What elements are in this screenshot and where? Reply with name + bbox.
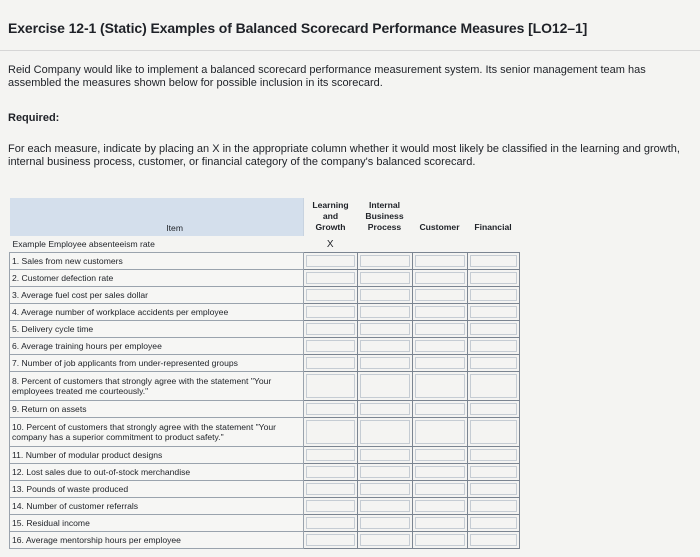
answer-cell-internal[interactable] (357, 401, 412, 418)
table-row (10, 287, 520, 304)
answer-input-box[interactable] (470, 466, 517, 478)
answer-cell-financial[interactable] (467, 304, 519, 321)
answer-cell-learning[interactable] (304, 401, 358, 418)
answer-cell-customer[interactable] (412, 532, 467, 549)
answer-cell-financial[interactable] (467, 253, 519, 270)
answer-input-box[interactable] (306, 374, 355, 398)
answer-cell-internal[interactable] (357, 532, 412, 549)
answer-cell-financial[interactable] (467, 401, 519, 418)
answer-cell-financial[interactable] (467, 481, 519, 498)
required-label: Required: (8, 112, 60, 124)
measure-label: 5. Delivery cycle time (10, 321, 304, 338)
answer-input-box[interactable] (306, 500, 355, 512)
answer-input-box[interactable] (470, 255, 517, 267)
measure-label: 16. Average mentorship hours per employee (10, 532, 304, 549)
answer-cell-internal[interactable] (357, 464, 412, 481)
answer-input-box[interactable] (360, 340, 410, 352)
answer-input-box[interactable] (360, 272, 410, 284)
table-row (10, 321, 520, 338)
example-mark-learning: X (304, 236, 358, 253)
table-body (10, 236, 520, 549)
answer-input-box[interactable] (306, 449, 355, 461)
answer-cell-financial[interactable] (467, 418, 519, 447)
answer-cell-customer[interactable] (412, 355, 467, 372)
measure-label: 11. Number of modular product designs (10, 447, 304, 464)
answer-input-box[interactable] (415, 272, 465, 284)
answer-cell-learning[interactable] (304, 321, 358, 338)
table-row (10, 532, 520, 549)
answer-input-box[interactable] (470, 420, 517, 444)
answer-cell-financial[interactable] (467, 447, 519, 464)
answer-input-box[interactable] (415, 466, 465, 478)
answer-input-box[interactable] (360, 374, 410, 398)
answer-input-box[interactable] (306, 289, 355, 301)
table-row (10, 447, 520, 464)
answer-cell-internal[interactable] (357, 447, 412, 464)
answer-cell-learning[interactable] (304, 338, 358, 355)
answer-cell-customer[interactable] (412, 498, 467, 515)
customer-header: Customer (412, 198, 467, 236)
answer-input-box[interactable] (360, 517, 410, 529)
answer-cell-financial[interactable] (467, 355, 519, 372)
example-row (10, 236, 520, 253)
answer-input-box[interactable] (415, 449, 465, 461)
answer-cell-financial[interactable] (467, 338, 519, 355)
answer-input-box[interactable] (306, 323, 355, 335)
table-row (10, 338, 520, 355)
measure-label: 14. Number of customer referrals (10, 498, 304, 515)
measure-label: 2. Customer defection rate (10, 270, 304, 287)
answer-cell-learning[interactable] (304, 253, 358, 270)
example-mark-internal (357, 236, 412, 253)
example-label: Example Employee absenteeism rate (10, 236, 304, 253)
answer-input-box[interactable] (415, 403, 465, 415)
answer-cell-learning[interactable] (304, 532, 358, 549)
answer-cell-learning[interactable] (304, 481, 358, 498)
answer-cell-learning[interactable] (304, 287, 358, 304)
answer-input-box[interactable] (306, 340, 355, 352)
measure-label: 4. Average number of workplace accidents per employee (10, 304, 304, 321)
answer-cell-financial[interactable] (467, 372, 519, 401)
answer-cell-customer[interactable] (412, 418, 467, 447)
answer-cell-customer[interactable] (412, 372, 467, 401)
table-row (10, 401, 520, 418)
answer-input-box[interactable] (470, 272, 517, 284)
table-row (10, 270, 520, 287)
answer-input-box[interactable] (360, 483, 410, 495)
answer-input-box[interactable] (360, 449, 410, 461)
answer-input-box[interactable] (415, 534, 465, 546)
table-row (10, 304, 520, 321)
measure-label: 12. Lost sales due to out-of-stock merchandise (10, 464, 304, 481)
internal-process-header: Internal Business Process (357, 198, 412, 236)
answer-input-box[interactable] (415, 289, 465, 301)
page-title: Exercise 12-1 (Static) Examples of Balanced Scorecard Performance Measures [LO12–1] (8, 20, 588, 36)
answer-cell-customer[interactable] (412, 464, 467, 481)
answer-input-box[interactable] (306, 272, 355, 284)
answer-input-box[interactable] (360, 357, 410, 369)
answer-input-box[interactable] (415, 374, 465, 398)
answer-cell-internal[interactable] (357, 304, 412, 321)
table-row (10, 498, 520, 515)
answer-cell-customer[interactable] (412, 304, 467, 321)
answer-cell-internal[interactable] (357, 321, 412, 338)
answer-cell-financial[interactable] (467, 515, 519, 532)
answer-input-box[interactable] (415, 500, 465, 512)
answer-input-box[interactable] (306, 255, 355, 267)
answer-cell-learning[interactable] (304, 270, 358, 287)
answer-input-box[interactable] (415, 306, 465, 318)
answer-cell-learning[interactable] (304, 498, 358, 515)
title-divider (0, 50, 700, 51)
answer-input-box[interactable] (415, 517, 465, 529)
answer-input-box[interactable] (415, 483, 465, 495)
answer-input-box[interactable] (306, 483, 355, 495)
answer-input-box[interactable] (470, 534, 517, 546)
answer-input-box[interactable] (415, 420, 465, 444)
answer-cell-internal[interactable] (357, 355, 412, 372)
answer-cell-customer[interactable] (412, 287, 467, 304)
answer-cell-customer[interactable] (412, 270, 467, 287)
answer-input-box[interactable] (360, 403, 410, 415)
answer-input-box[interactable] (360, 323, 410, 335)
answer-input-box[interactable] (306, 534, 355, 546)
answer-cell-customer[interactable] (412, 401, 467, 418)
answer-input-box[interactable] (360, 466, 410, 478)
answer-cell-financial[interactable] (467, 532, 519, 549)
answer-input-box[interactable] (415, 323, 465, 335)
answer-input-box[interactable] (360, 500, 410, 512)
table-row (10, 372, 520, 401)
answer-cell-customer[interactable] (412, 481, 467, 498)
answer-cell-financial[interactable] (467, 287, 519, 304)
answer-cell-financial[interactable] (467, 498, 519, 515)
answer-cell-financial[interactable] (467, 464, 519, 481)
answer-input-box[interactable] (306, 403, 355, 415)
answer-input-box[interactable] (470, 517, 517, 529)
answer-cell-learning[interactable] (304, 447, 358, 464)
answer-input-box[interactable] (360, 306, 410, 318)
answer-cell-customer[interactable] (412, 253, 467, 270)
item-column-header: Item (10, 198, 304, 236)
table-row (10, 481, 520, 498)
measure-label: 9. Return on assets (10, 401, 304, 418)
scorecard-table (9, 198, 520, 549)
financial-header: Financial (467, 198, 519, 236)
intro-text: Reid Company would like to implement a balanced scorecard performance measurement system. Its senior management team has assembled the measures shown below for possible inclusion in its scorecard. (8, 64, 646, 89)
answer-input-box[interactable] (470, 483, 517, 495)
answer-input-box[interactable] (470, 340, 517, 352)
answer-input-box[interactable] (306, 420, 355, 444)
answer-cell-internal[interactable] (357, 287, 412, 304)
answer-input-box[interactable] (470, 323, 517, 335)
answer-input-box[interactable] (470, 374, 517, 398)
answer-input-box[interactable] (360, 289, 410, 301)
answer-input-box[interactable] (470, 403, 517, 415)
measure-label: 13. Pounds of waste produced (10, 481, 304, 498)
answer-input-box[interactable] (360, 255, 410, 267)
answer-input-box[interactable] (306, 466, 355, 478)
answer-input-box[interactable] (306, 517, 355, 529)
answer-input-box[interactable] (470, 289, 517, 301)
answer-cell-learning[interactable] (304, 464, 358, 481)
answer-cell-internal[interactable] (357, 338, 412, 355)
learning-growth-header: Learning and Growth (304, 198, 358, 236)
answer-input-box[interactable] (470, 500, 517, 512)
answer-cell-internal[interactable] (357, 253, 412, 270)
answer-cell-internal[interactable] (357, 418, 412, 447)
table-row (10, 355, 520, 372)
example-mark-customer (412, 236, 467, 253)
measure-label: 15. Residual income (10, 515, 304, 532)
answer-cell-financial[interactable] (467, 270, 519, 287)
table-row (10, 253, 520, 270)
measure-label: 10. Percent of customers that strongly agree with the statement "Your company has a superior commitment to product safety." (10, 418, 304, 447)
answer-input-box[interactable] (470, 449, 517, 461)
answer-input-box[interactable] (415, 255, 465, 267)
measure-label: 7. Number of job applicants from under-represented groups (10, 355, 304, 372)
example-mark-financial (467, 236, 519, 253)
measure-label: 8. Percent of customers that strongly agree with the statement "Your employees treated me courteously." (10, 372, 304, 401)
answer-cell-learning[interactable] (304, 304, 358, 321)
measure-label: 6. Average training hours per employee (10, 338, 304, 355)
measure-label: 1. Sales from new customers (10, 253, 304, 270)
answer-input-box[interactable] (470, 357, 517, 369)
answer-cell-customer[interactable] (412, 515, 467, 532)
table-row (10, 515, 520, 532)
answer-cell-internal[interactable] (357, 270, 412, 287)
answer-cell-learning[interactable] (304, 418, 358, 447)
answer-cell-learning[interactable] (304, 355, 358, 372)
answer-input-box[interactable] (360, 420, 410, 444)
answer-cell-customer[interactable] (412, 447, 467, 464)
answer-cell-customer[interactable] (412, 338, 467, 355)
answer-cell-internal[interactable] (357, 498, 412, 515)
answer-cell-learning[interactable] (304, 372, 358, 401)
answer-input-box[interactable] (306, 306, 355, 318)
table-row (10, 464, 520, 481)
answer-input-box[interactable] (306, 357, 355, 369)
answer-input-box[interactable] (360, 534, 410, 546)
answer-input-box[interactable] (415, 340, 465, 352)
table-row (10, 418, 520, 447)
measure-label: 3. Average fuel cost per sales dollar (10, 287, 304, 304)
scorecard-table-container (9, 198, 520, 549)
answer-cell-internal[interactable] (357, 481, 412, 498)
answer-cell-learning[interactable] (304, 515, 358, 532)
answer-cell-financial[interactable] (467, 321, 519, 338)
answer-cell-internal[interactable] (357, 372, 412, 401)
answer-cell-internal[interactable] (357, 515, 412, 532)
answer-cell-customer[interactable] (412, 321, 467, 338)
instructions-text: For each measure, indicate by placing an X in the appropriate column whether it would most likely be classified in the learning and growth, internal business process, customer, or financial category of the company's balanced scorecard. (8, 143, 680, 168)
answer-input-box[interactable] (415, 357, 465, 369)
table-header-row (10, 198, 520, 236)
answer-input-box[interactable] (470, 306, 517, 318)
